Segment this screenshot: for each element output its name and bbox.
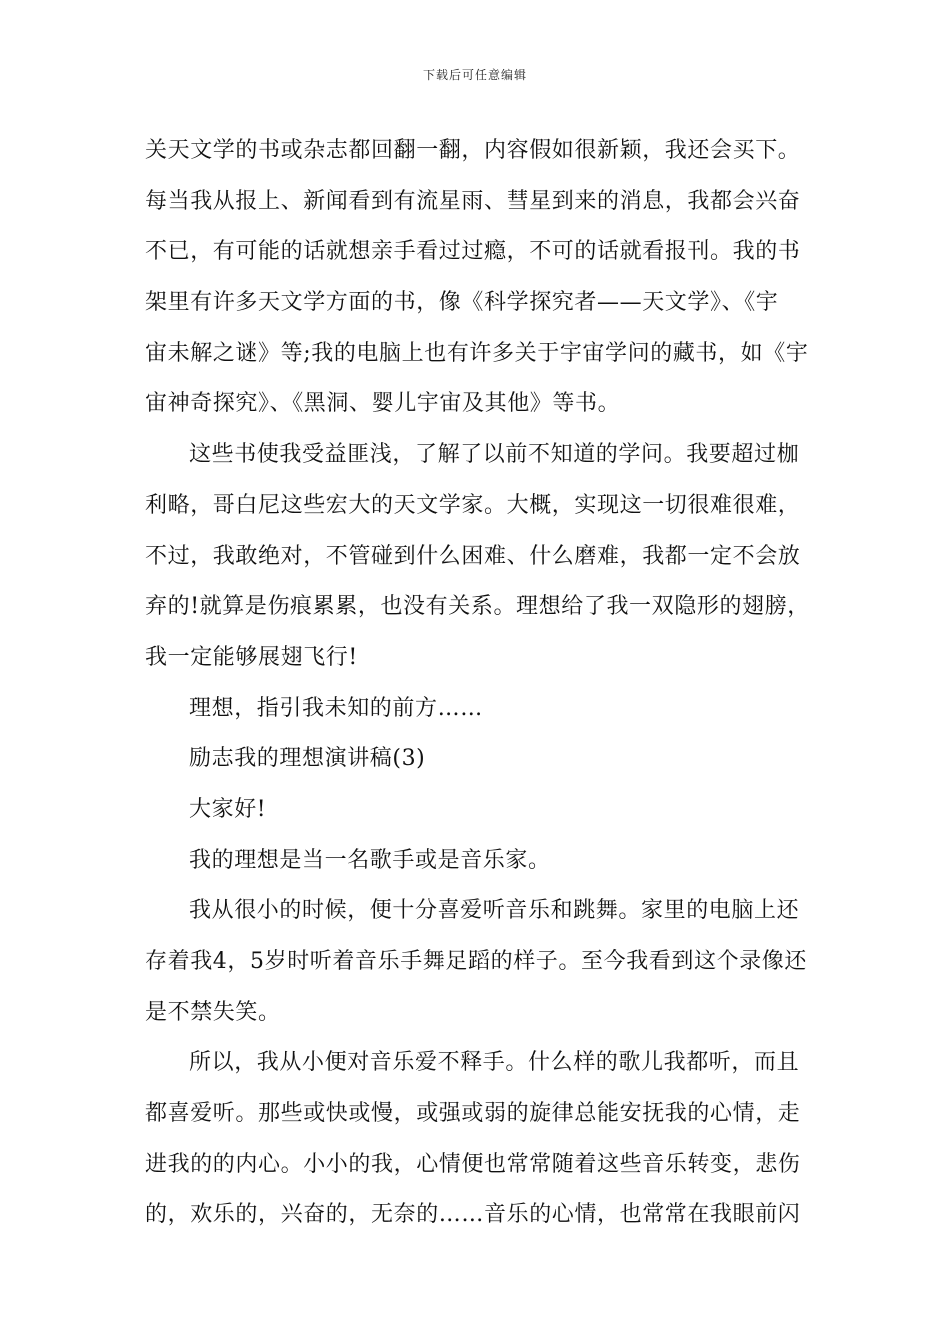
text-line: 利略，哥白尼这些宏大的天文学家。大概，实现这一切很难很难， [145, 492, 801, 518]
text-line: 大家好! [189, 796, 267, 822]
text-line: 所以，我从小便对音乐爱不释手。什么样的歌儿我都听，而且 [189, 1050, 800, 1076]
text-line: 这些书使我受益匪浅，了解了以前不知道的学问。我要超过枷 [189, 442, 800, 468]
text-line: 理想，指引我未知的前方…… [189, 695, 483, 721]
text-line: 不过，我敢绝对，不管碰到什么困难、什么磨难，我都一定不会放 [145, 543, 801, 569]
text-line: 都喜爱听。那些或快或慢，或强或弱的旋律总能安抚我的心情，走 [145, 1101, 801, 1127]
text-line: 架里有许多天文学方面的书，像《科学探究者——天文学》、《宇 [145, 290, 779, 316]
text-line: 关天文学的书或杂志都回翻一翻，内容假如很新颖，我还会买下。 [145, 138, 801, 163]
section-title: 励志我的理想演讲稿(3) [189, 746, 426, 772]
text-line: 的，欢乐的，兴奋的，无奈的……音乐的心情，也常常在我眼前闪 [145, 1202, 801, 1228]
text-line: 我从很小的时候，便十分喜爱听音乐和跳舞。家里的电脑上还 [189, 898, 800, 924]
text-line: 弃的!就算是伤痕累累，也没有关系。理想给了我一双隐形的翅膀， [145, 594, 810, 620]
text-line: 每当我从报上、新闻看到有流星雨、彗星到来的消息，我都会兴奋 [145, 188, 801, 214]
text-line: 是不禁失笑。 [145, 999, 281, 1025]
text-line: 存着我4，5岁时听着音乐手舞足蹈的样子。至今我看到这个录像还 [145, 949, 807, 974]
text-line: 宙未解之谜》等;我的电脑上也有许多关于宇宙学问的藏书，如《宇 [145, 340, 809, 366]
text-line: 我的理想是当一名歌手或是音乐家。 [189, 847, 551, 873]
document-body [145, 126, 815, 1241]
text-line: 宙神奇探究》、《黑洞、婴儿宇宙及其他》等书。 [145, 391, 621, 417]
page-header: 下载后可任意编辑 [422, 68, 527, 82]
text-line: 不已，有可能的话就想亲手看过过瘾，不可的话就看报刊。我的书 [145, 239, 801, 265]
text-line: 我一定能够展翅飞行! [145, 644, 358, 670]
text-line: 进我的的内心。小小的我，心情便也常常随着这些音乐转变，悲伤 [145, 1151, 801, 1177]
